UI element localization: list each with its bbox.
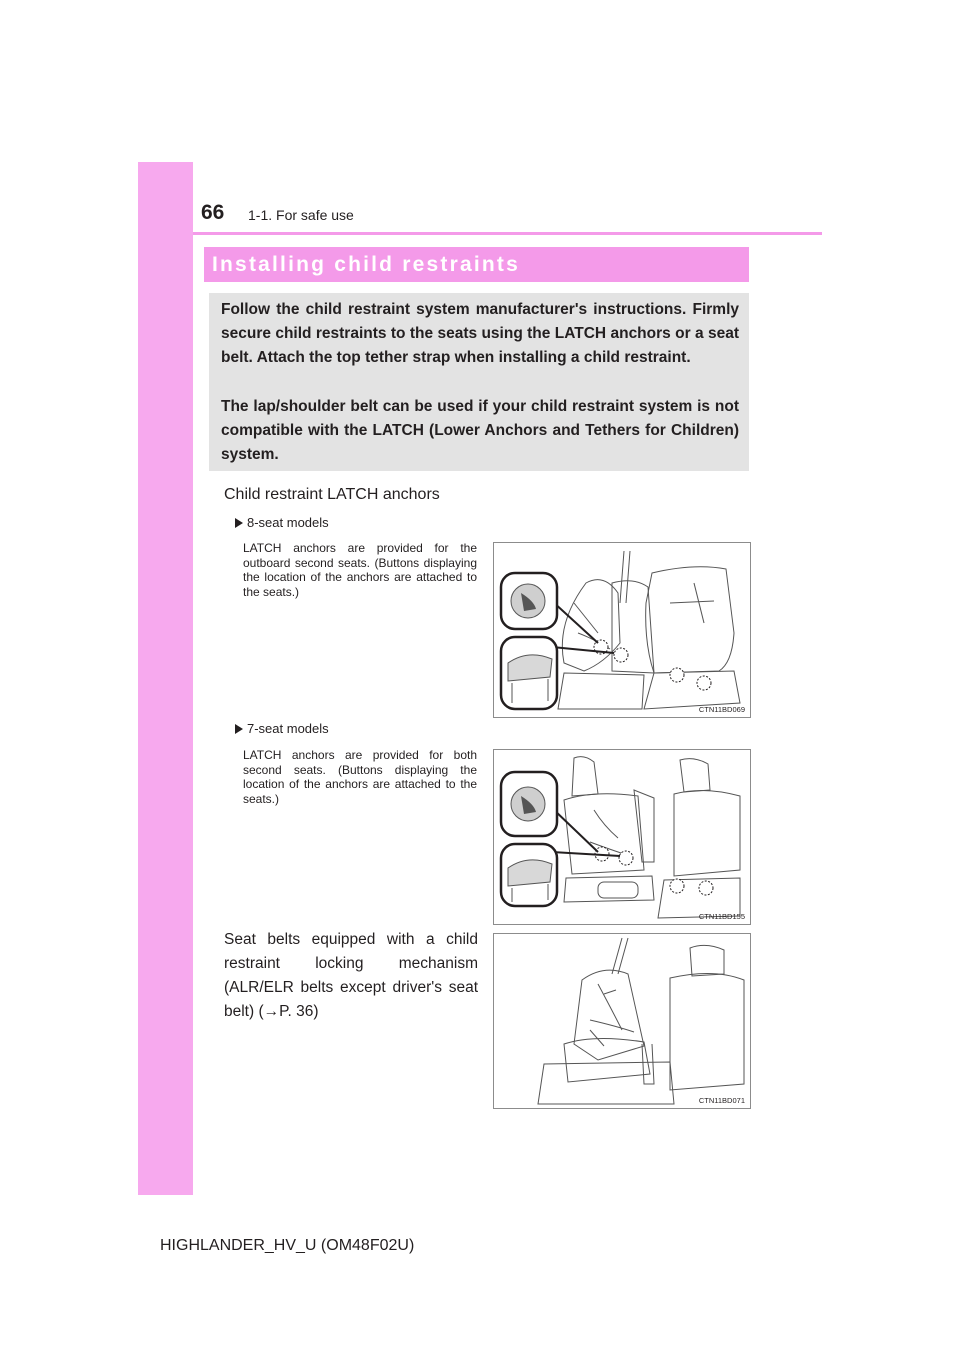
latch-heading: Child restraint LATCH anchors — [224, 486, 440, 503]
section-label: 1-1. For safe use — [248, 207, 354, 223]
figure-code: CTN11BD069 — [698, 705, 745, 714]
seat-belt-text: Seat belts equipped with a child restraint locking mechanism (ALR/ELR belts except driver's seat belt) (→P. 36) — [224, 931, 478, 1020]
figure-7-seat-latch — [493, 749, 751, 925]
intro-paragraph-1: Follow the child restraint system manufacturer's instructions. Firmly secure child restraints to the seats using the LATCH anchors or a seat belt. Attach the top tether strap when installing a child restraint. — [221, 301, 739, 366]
bullet-triangle-icon — [235, 518, 243, 528]
figure-seat-belt — [493, 933, 751, 1109]
model-label-8-seat — [235, 515, 329, 530]
chapter-side-tab — [138, 162, 193, 1195]
page-number: 66 — [201, 201, 225, 224]
bullet-triangle-icon — [235, 724, 243, 734]
model-label-text: 8-seat models — [247, 515, 329, 530]
model-label-text: 7-seat models — [247, 721, 329, 736]
page-title: Installing child restraints — [212, 253, 520, 276]
seat-illustration — [494, 543, 750, 717]
header-rule — [193, 232, 822, 235]
seat-illustration — [494, 750, 750, 924]
figure-code: CTN11BD155 — [698, 912, 745, 921]
model-description-8-seat: LATCH anchors are provided for the outboard second seats. (Buttons displaying the location of the anchors are attached to the seats.) — [243, 541, 477, 599]
footer-model-code: HIGHLANDER_HV_U (OM48F02U) — [160, 1237, 415, 1254]
intro-box — [209, 293, 749, 471]
seat-illustration — [494, 934, 750, 1108]
figure-code: CTN11BD071 — [698, 1096, 745, 1105]
model-label-7-seat — [235, 721, 329, 736]
model-description-7-seat: LATCH anchors are provided for both second seats. (Buttons displaying the location of the anchors are attached to the seats.) — [243, 748, 477, 806]
figure-8-seat-latch — [493, 542, 751, 718]
intro-paragraph-2: The lap/shoulder belt can be used if your child restraint system is not compatible with the LATCH (Lower Anchors and Tethers for Children) system. — [221, 398, 739, 463]
